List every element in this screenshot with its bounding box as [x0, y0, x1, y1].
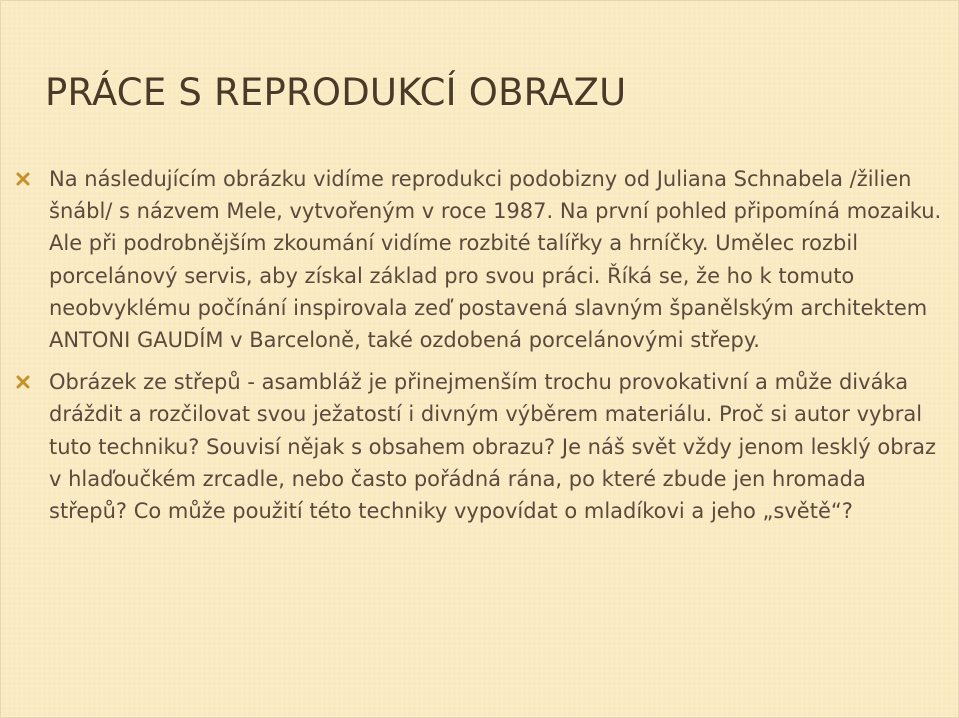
- bullet-item-2: [15, 366, 945, 527]
- slide-title: PRÁCE S REPRODUKCÍ OBRAZU: [45, 71, 627, 114]
- bullet-item-1: [15, 163, 945, 356]
- x-cross-icon: [15, 374, 31, 390]
- bullet-text-2: Obrázek ze střepů - asambláž je přinejmenším trochu provokativní a může diváka dráždit a rozčilovat svou ježatostí i divným výběrem materiálu. Proč si autor vybral tuto techniku? Souvisí nějak s obsahem obrazu? Je náš svět vždy jenom lesklý obraz v hlaďoučkém zrcadle, nebo často pořádná rána, po které zbude jen hromada střepů? Co může použití této techniky vypovídat o mladíkovi a jeho „světě“?: [49, 370, 937, 524]
- bullet-text-1: Na následujícím obrázku vidíme reprodukci podobizny od Juliana Schnabela /žilien šnábl/ s názvem Mele, vytvořeným v roce 1987. Na první pohled připomíná mozaiku. Ale při podrobnějším zkoumání vidíme rozbité talířky a hrníčky. Umělec rozbil porcelánový servis, aby získal základ pro svou práci. Říká se, že ho k tomuto neobvyklému počínání inspirovala zeď postavená slavným španělským architektem ANTONI GAUDÍM v Barceloně, také ozdobená porcelánovými střepy.: [49, 167, 942, 353]
- x-cross-icon: [15, 171, 31, 187]
- slide-content: [15, 163, 945, 537]
